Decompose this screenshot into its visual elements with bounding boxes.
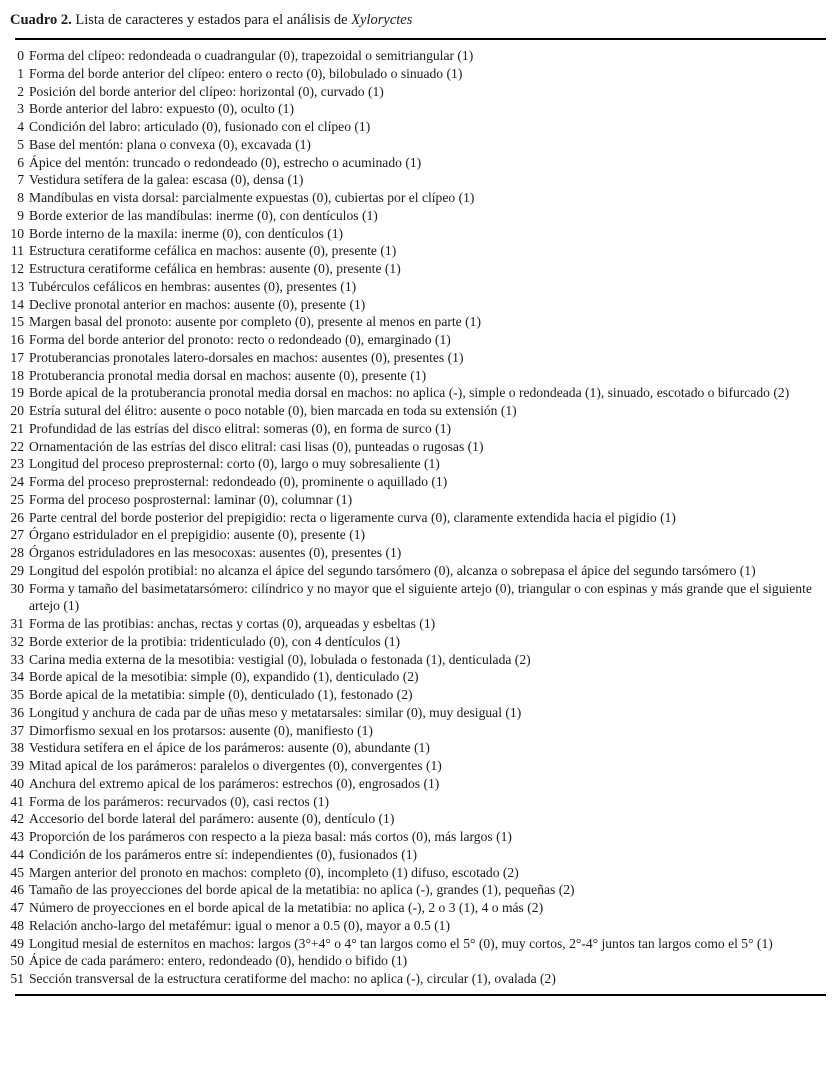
character-description: Profundidad de las estrías del disco elitral: someras (0), en forma de surco (1) [29,420,452,436]
character-description: Forma de los parámeros: recurvados (0), casi rectos (1) [29,793,330,809]
character-row [0,455,826,473]
character-row [0,526,826,544]
character-number: 25 [10,491,24,507]
character-row [0,846,826,864]
character-row [0,793,826,811]
character-row [0,881,826,899]
character-description: Ápice de cada parámero: entero, redondeado (0), hendido o bifido (1) [29,953,408,969]
character-number: 2 [17,83,24,99]
character-number: 34 [10,669,24,685]
character-number: 6 [17,154,24,170]
character-row [0,118,826,136]
character-number: 39 [10,758,24,773]
character-number: 42 [10,811,24,827]
character-description: Tubérculos cefálicos en hembras: ausentes (0), presentes (1) [29,278,357,294]
character-number: 45 [10,864,24,880]
character-row [0,367,826,385]
character-row [0,242,826,260]
character-description: Vestidura setífera de la galea: escasa (0), densa (1) [29,172,304,188]
character-row [0,438,826,456]
character-description: Borde apical de la protuberancia pronotal media dorsal en machos: no aplica (-), simple o redondeada (1), sinuado, escotado o bifurcado (2) [29,385,790,401]
character-row [0,278,826,296]
character-description: Ornamentación de las estrías del disco elitral: casi lisas (0), punteadas o rugosas (1) [29,438,484,454]
character-description: Longitud del proceso preprosternal: corto (0), largo o muy sobresaliente (1) [29,456,440,472]
character-row [0,775,826,793]
character-description: Mandíbulas en vista dorsal: parcialmente expuestas (0), cubiertas por el clípeo (1) [29,190,475,205]
character-row [0,207,826,225]
character-number: 5 [17,136,24,152]
character-number: 22 [10,438,24,454]
character-number: 21 [10,420,24,436]
character-number: 16 [10,332,24,347]
character-description: Estría sutural del élitro: ausente o poco notable (0), bien marcada en toda su extensión (1) [29,403,517,418]
character-description: Forma del proceso preprosternal: redondeado (0), prominente o aquillado (1) [29,474,448,489]
character-row [0,739,826,757]
character-description: Relación ancho-largo del metafémur: igual o menor a 0.5 (0), mayor a 0.5 (1) [29,917,451,933]
character-row [0,331,826,349]
character-number: 44 [10,846,24,862]
paper-table-page [0,12,832,996]
character-description: Borde interno de la maxila: inerme (0), con dentículos (1) [29,225,344,241]
character-description: Longitud del espolón protibial: no alcanza el ápice del segundo tarsómero (0), alcanza o sobrepasa el ápice del segundo tarsómero (1) [29,562,756,578]
character-row [0,544,826,562]
character-row [0,313,826,331]
character-description: Accesorio del borde lateral del parámero: ausente (0), dentículo (1) [29,811,395,827]
character-row [0,704,826,722]
character-number: 0 [17,48,24,63]
character-row [0,899,826,917]
character-description: Borde exterior de las mandíbulas: inerme (0), con dentículos (1) [29,207,378,223]
character-row [0,154,826,172]
character-description: Proporción de los parámeros con respecto a la pieza basal: más cortos (0), más largos (1) [29,829,512,844]
character-number: 19 [10,385,24,401]
character-row [0,633,826,651]
character-number: 41 [10,793,24,809]
character-description: Tamaño de las proyecciones del borde apical de la metatibia: no aplica (-), grandes (1), pequeñas (2) [29,882,575,898]
table-caption-label: Cuadro 2. [10,12,72,28]
character-description: Borde anterior del labro: expuesto (0), oculto (1) [29,101,294,117]
character-row [0,171,826,189]
character-description: Forma del clípeo: redondeada o cuadrangular (0), trapezoidal o semitriangular (1) [29,48,474,63]
character-description: Forma del proceso posprosternal: laminar (0), columnar (1) [29,491,353,507]
character-number: 18 [10,367,24,383]
character-number: 8 [17,190,24,205]
character-row [0,349,826,367]
character-number: 38 [10,740,24,756]
character-number: 37 [10,722,24,738]
character-row [0,384,826,402]
character-number: 23 [10,456,24,472]
character-description: Longitud mesial de esternitos en machos: largos (3°+4° o 4° tan largos como el 5° (0), muy cortos, 2°-4° juntos tan largos como el 5° (1) [29,935,773,951]
character-row [0,651,826,669]
character-row [0,952,826,970]
character-row [0,509,826,527]
character-row [0,757,826,775]
character-description: Margen anterior del pronoto en machos: completo (0), incompleto (1) difuso, escotado (2) [29,864,519,880]
character-row [0,189,826,207]
character-row [0,296,826,314]
character-number: 3 [17,101,24,117]
character-number: 24 [10,474,24,489]
character-number: 47 [10,900,24,915]
character-description: Borde exterior de la protibia: tridenticulado (0), con 4 dentículos (1) [29,633,401,649]
character-row [0,420,826,438]
character-description: Posición del borde anterior del clípeo: horizontal (0), curvado (1) [29,83,384,99]
table-caption-text: Lista de caracteres y estados para el análisis de [71,12,352,28]
character-description: Condición de los parámeros entre sí: independientes (0), fusionados (1) [29,846,418,862]
character-number: 51 [10,971,24,986]
character-number: 32 [10,633,24,649]
top-rule [15,38,826,40]
character-row [0,615,826,633]
character-description: Dimorfismo sexual en los protarsos: ausente (0), manifiesto (1) [29,722,373,738]
character-number: 40 [10,775,24,791]
character-number: 26 [10,509,24,525]
character-description: Forma de las protibias: anchas, rectas y cortas (0), arqueadas y esbeltas (1) [29,616,436,631]
character-row [0,65,826,83]
character-row [0,562,826,580]
character-row [0,917,826,935]
character-description: Condición del labro: articulado (0), fusionado con el clípeo (1) [29,119,371,134]
character-number: 27 [10,527,24,543]
character-description: Carina media externa de la mesotibia: vestigial (0), lobulada o festonada (1), denticulada (2) [29,651,531,667]
character-number: 9 [17,207,24,223]
character-description: Forma del borde anterior del pronoto: recto o redondeado (0), emarginado (1) [29,332,451,347]
character-description: Órgano estridulador en el prepigidio: ausente (0), presente (1) [29,527,366,543]
character-description: Protuberancias pronotales latero-dorsales en machos: ausentes (0), presentes (1) [29,349,464,365]
character-description: Estructura ceratiforme cefálica en machos: ausente (0), presente (1) [29,243,397,259]
character-number: 4 [17,119,24,134]
character-description: Protuberancia pronotal media dorsal en machos: ausente (0), presente (1) [29,367,427,383]
character-number: 14 [10,296,24,312]
character-row [0,580,826,616]
character-description: Forma y tamaño del basimetatarsómero: cilíndrico y no mayor que el siguiente artejo (0), triangular o con espinas y más grande que el siguiente artejo (1) [29,580,812,614]
character-description: Parte central del borde posterior del prepigidio: recta o ligeramente curva (0), claramente extendida hacia el pigidio (1) [29,509,676,525]
character-number: 29 [10,562,24,578]
table-caption-species: Xyloryctes [351,12,413,28]
character-number: 12 [10,261,24,276]
character-list [0,47,826,988]
character-number: 10 [10,225,24,241]
character-row [0,864,826,882]
character-number: 50 [10,953,24,969]
character-row [0,491,826,509]
character-number: 11 [10,243,24,259]
character-row [0,100,826,118]
character-description: Declive pronotal anterior en machos: ausente (0), presente (1) [29,296,366,312]
character-description: Base del mentón: plana o convexa (0), excavada (1) [29,136,311,152]
character-number: 36 [10,704,24,720]
character-row [0,473,826,491]
character-row [0,225,826,243]
character-row [0,828,826,846]
character-description: Sección transversal de la estructura ceratiforme del macho: no aplica (-), circular (1), ovalada (2) [29,971,556,986]
character-description: Longitud y anchura de cada par de uñas meso y metatarsales: similar (0), muy desigual (1) [29,704,522,720]
character-number: 30 [10,580,24,596]
character-description: Borde apical de la metatibia: simple (0), denticulado (1), festonado (2) [29,687,413,702]
character-description: Borde apical de la mesotibia: simple (0), expandido (1), denticulado (2) [29,669,419,685]
character-description: Estructura ceratiforme cefálica en hembras: ausente (0), presente (1) [29,261,401,276]
table-caption [10,12,832,28]
character-row [0,136,826,154]
character-row [0,83,826,101]
character-number: 17 [10,349,24,365]
character-row [0,686,826,704]
bottom-rule [15,994,826,996]
character-row [0,970,826,988]
character-number: 1 [17,65,24,81]
character-number: 43 [10,829,24,844]
character-number: 49 [10,935,24,951]
character-number: 35 [10,687,24,702]
character-number: 33 [10,651,24,667]
character-description: Forma del borde anterior del clípeo: entero o recto (0), bilobulado o sinuado (1) [29,65,463,81]
character-number: 20 [10,403,24,418]
character-row [0,668,826,686]
character-number: 13 [10,278,24,294]
character-description: Ápice del mentón: truncado o redondeado (0), estrecho o acuminado (1) [29,154,422,170]
character-number: 31 [10,616,24,631]
character-number: 46 [10,882,24,898]
character-description: Órganos estriduladores en las mesocoxas: ausentes (0), presentes (1) [29,545,402,560]
character-description: Número de proyecciones en el borde apical de la metatibia: no aplica (-), 2 o 3 (1), 4 o más (2) [29,900,544,915]
character-row [0,47,826,65]
character-description: Anchura del extremo apical de los parámeros: estrechos (0), engrosados (1) [29,775,440,791]
character-row [0,810,826,828]
character-row [0,722,826,740]
character-number: 28 [10,545,24,560]
character-row [0,260,826,278]
character-number: 7 [17,172,24,188]
character-description: Mitad apical de los parámeros: paralelos o divergentes (0), convergentes (1) [29,758,442,773]
character-description: Vestidura setífera en el ápice de los parámeros: ausente (0), abundante (1) [29,740,430,756]
character-row [0,935,826,953]
character-number: 15 [10,314,24,330]
character-description: Margen basal del pronoto: ausente por completo (0), presente al menos en parte (1) [29,314,481,330]
character-number: 48 [10,917,24,933]
character-row [0,402,826,420]
